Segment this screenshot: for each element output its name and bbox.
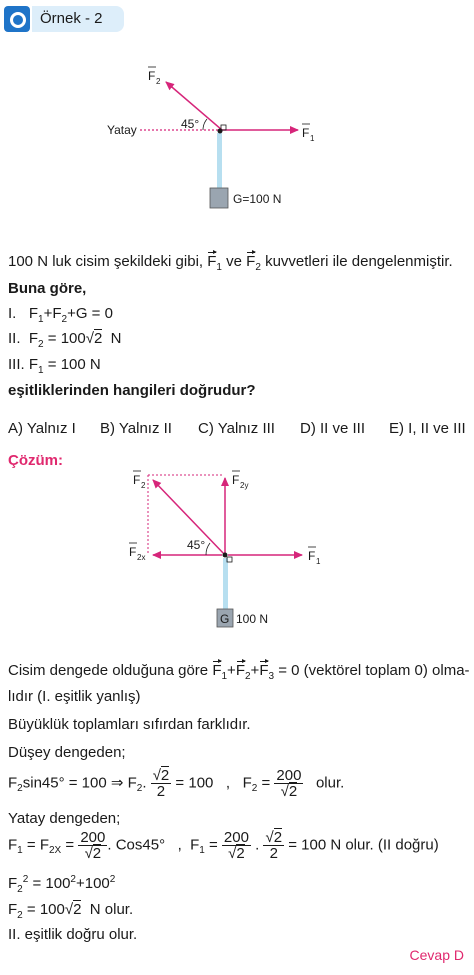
example-icon xyxy=(4,6,30,32)
svg-text:2: 2 xyxy=(141,481,146,490)
solution-line-1: Cisim dengede olduğuna göre $F_1+F_2+F_3 = 0$ (vektörel toplam 0) olma- xyxy=(8,662,470,682)
svg-text:F: F xyxy=(308,549,316,563)
buna-gore: Buna göre, xyxy=(8,280,87,297)
solution-line-10: II. eşitlik doğru olur. xyxy=(8,926,138,943)
f2-label xyxy=(148,67,161,86)
svg-text:F: F xyxy=(148,69,156,83)
f2y-label xyxy=(232,471,248,490)
svg-text:F: F xyxy=(302,126,310,140)
weight-block xyxy=(210,188,228,208)
f2-label xyxy=(133,471,146,490)
svg-text:2x: 2x xyxy=(137,553,146,562)
question-stem: eşitliklerinden hangileri doğrudur? xyxy=(8,382,256,399)
f1-label xyxy=(302,124,315,143)
solution-line-8: $F_2^2 = 100^2+100^2$ xyxy=(8,874,116,895)
solution-angle-label: 45° xyxy=(187,538,206,552)
f1-label xyxy=(308,547,321,566)
weight-value-label: 100 N xyxy=(236,612,269,626)
question-intro: 100 N luk cisim şekildeki gibi, $F_1$ ve $F_2$ kuvvetleri ile dengelenmiştir. xyxy=(8,253,453,273)
f2x-label xyxy=(129,543,145,562)
statement-3: III. $F_1 = 100$ N xyxy=(8,356,101,376)
choice-b[interactable]: B) Yalnız II xyxy=(100,420,172,437)
solution-line-3: Büyüklük toplamları sıfırdan farklıdır. xyxy=(8,716,251,733)
force-diagram xyxy=(0,55,474,273)
answer-label: Cevap D xyxy=(409,947,464,963)
solution-line-7: $F_1 = F_{2X}$ = $\frac{200}{√2}$ . Cos45° , $F_1$ = $\frac{200}{√2}$ . $\frac{√2}{2}$ = 100 N olur. (II doğru) xyxy=(8,829,439,862)
svg-text:1: 1 xyxy=(316,557,321,566)
solution-diagram xyxy=(0,465,474,635)
choice-e[interactable]: E) I, II ve III xyxy=(389,420,466,437)
choice-c[interactable]: C) Yalnız III xyxy=(198,420,275,437)
solution-line-6: Yatay dengeden; xyxy=(8,810,121,827)
solution-line-2: lıdır (I. eşitlik yanlış) xyxy=(8,688,141,705)
choice-a[interactable]: A) Yalnız I xyxy=(8,420,76,437)
choice-d[interactable]: D) II ve III xyxy=(300,420,366,437)
svg-text:1: 1 xyxy=(310,134,315,143)
knot xyxy=(218,129,223,134)
solution-line-4: Düşey dengeden; xyxy=(8,744,126,761)
svg-text:F: F xyxy=(133,473,141,487)
statement-2: II. $F_2 = 100√2$ N xyxy=(8,330,122,350)
solution-line-5: $F_2\sin 45^\circ = 100$ ⇒ $F_2$. $\frac{√2}{2}$ = 100 , $F_2$ = $\frac{200}{√2}$ olur. xyxy=(8,767,345,800)
example-title: Örnek - 2 xyxy=(40,10,103,27)
rope xyxy=(217,133,222,188)
example-tab xyxy=(32,6,124,32)
weight-box-label: G xyxy=(220,612,230,626)
statement-1: I. $F_1+F_2+G = 0$ xyxy=(8,305,113,325)
solution-label: Çözüm: xyxy=(8,452,63,469)
example-header xyxy=(0,4,126,34)
solution-line-9: $F_2 = 100√2$ N olur. xyxy=(8,901,134,921)
svg-text:2y: 2y xyxy=(240,481,249,490)
horizontal-label: Yatay xyxy=(107,123,137,137)
weight-label: G=100 N xyxy=(233,192,282,206)
svg-text:F: F xyxy=(232,473,240,487)
svg-text:F: F xyxy=(129,545,137,559)
svg-text:2: 2 xyxy=(156,77,161,86)
angle-label: 45° xyxy=(181,117,200,131)
